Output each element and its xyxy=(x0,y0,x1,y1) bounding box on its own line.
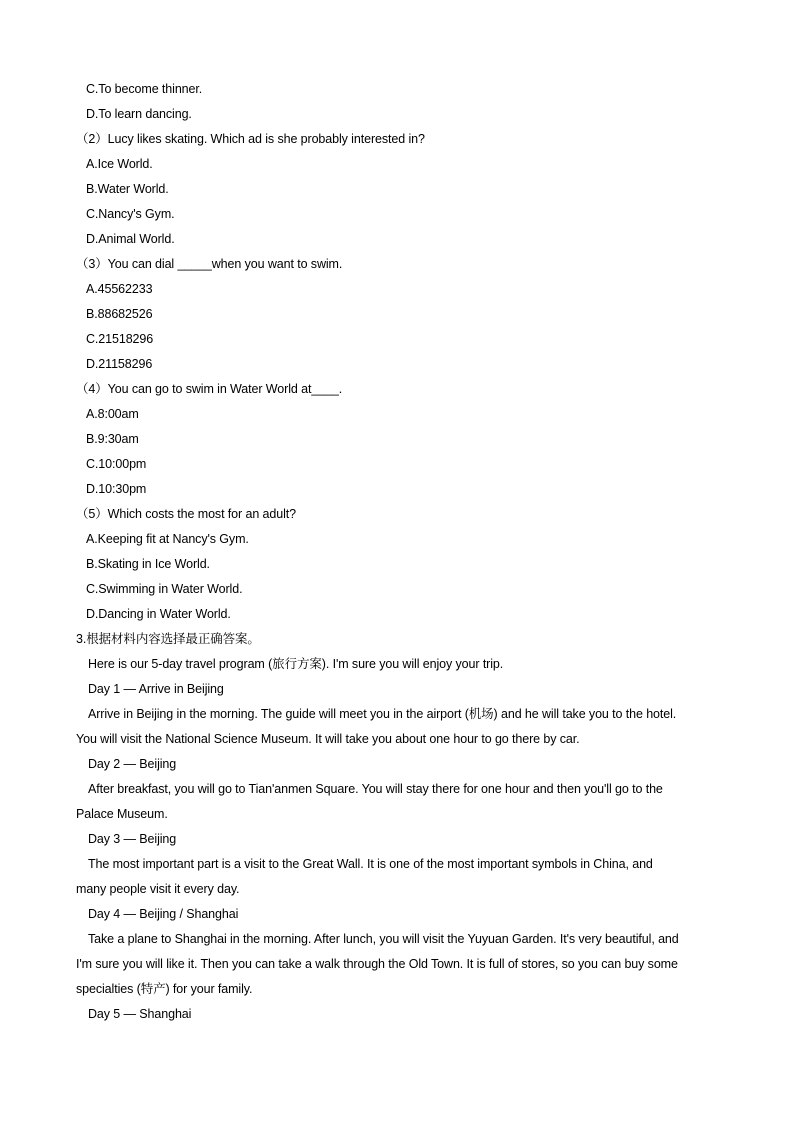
section-3-heading: 3.根据材料内容选择最正确答案。 xyxy=(76,632,260,646)
day-5-heading: Day 5 — Shanghai xyxy=(88,1007,192,1021)
day-4-text-line-2: I'm sure you will like it. Then you can take a walk through the Old Town. It is full of stores, so you can buy some xyxy=(76,957,678,971)
option-d-q5: D.Dancing in Water World. xyxy=(86,607,231,621)
option-a-q3: A.45562233 xyxy=(86,282,153,296)
question-4: （4）You can go to swim in Water World at____. xyxy=(76,382,343,396)
question-2: （2）Lucy likes skating. Which ad is she probably interested in? xyxy=(76,132,425,146)
option-a-q5: A.Keeping fit at Nancy's Gym. xyxy=(86,532,249,546)
question-5: （5）Which costs the most for an adult? xyxy=(76,507,297,521)
day-4-text-line-3: specialties (特产) for your family. xyxy=(76,982,253,996)
option-d-q1: D.To learn dancing. xyxy=(86,107,192,121)
option-a-q2: A.Ice World. xyxy=(86,157,153,171)
option-d-q3: D.21158296 xyxy=(86,357,153,371)
option-c-q3: C.21518296 xyxy=(86,332,154,346)
option-d-q2: D.Animal World. xyxy=(86,232,175,246)
option-b-q2: B.Water World. xyxy=(86,182,169,196)
passage-intro: Here is our 5-day travel program (旅行方案). I'm sure you will enjoy your trip. xyxy=(88,657,504,671)
document-page xyxy=(0,77,794,1027)
option-b-q4: B.9:30am xyxy=(86,432,139,446)
day-1-text-line-2: You will visit the National Science Museum. It will take you about one hour to go there by car. xyxy=(76,732,580,746)
option-d-q4: D.10:30pm xyxy=(86,482,147,496)
day-4-text-line-1: Take a plane to Shanghai in the morning. After lunch, you will visit the Yuyuan Garden. It's very beautiful, and xyxy=(88,932,679,946)
day-3-text-line-1: The most important part is a visit to the Great Wall. It is one of the most important symbols in China, and xyxy=(88,857,653,871)
day-2-text-line-2: Palace Museum. xyxy=(76,807,168,821)
option-b-q5: B.Skating in Ice World. xyxy=(86,557,210,571)
day-2-heading: Day 2 — Beijing xyxy=(88,757,177,771)
option-c-q1: C.To become thinner. xyxy=(86,82,203,96)
day-3-text-line-2: many people visit it every day. xyxy=(76,882,240,896)
question-3: （3）You can dial _____when you want to swim. xyxy=(76,257,343,271)
option-b-q3: B.88682526 xyxy=(86,307,153,321)
option-c-q2: C.Nancy's Gym. xyxy=(86,207,175,221)
option-c-q4: C.10:00pm xyxy=(86,457,147,471)
day-4-heading: Day 4 — Beijing / Shanghai xyxy=(88,907,239,921)
day-3-heading: Day 3 — Beijing xyxy=(88,832,177,846)
day-1-heading: Day 1 — Arrive in Beijing xyxy=(88,682,224,696)
day-2-text-line-1: After breakfast, you will go to Tian'anmen Square. You will stay there for one hour and then you'll go to the xyxy=(88,782,663,796)
day-1-text-line-1: Arrive in Beijing in the morning. The guide will meet you in the airport (机场) and he will take you to the hotel. xyxy=(88,707,677,721)
option-a-q4: A.8:00am xyxy=(86,407,139,421)
option-c-q5: C.Swimming in Water World. xyxy=(86,582,243,596)
